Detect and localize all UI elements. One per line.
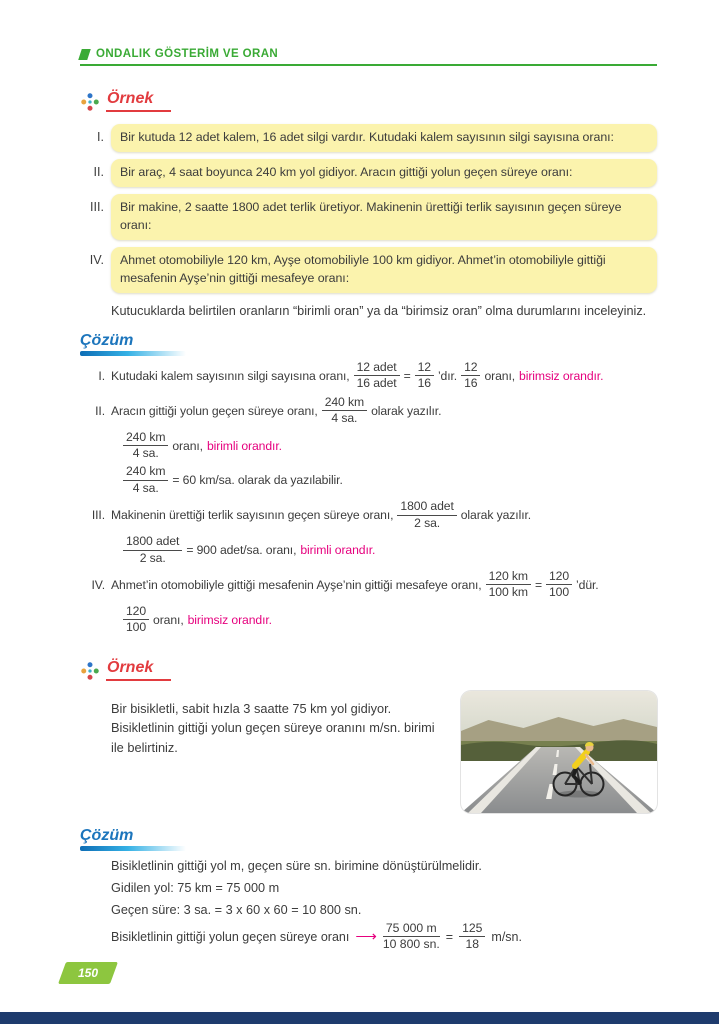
solution-numeral: I.: [98, 368, 105, 383]
example2-heading: [80, 659, 657, 681]
item-box: [111, 194, 657, 240]
solution2-line1: Bisikletlinin gittiği yol m, geçen süre sn. birimine dönüştürülmelidir.: [111, 858, 482, 873]
example2-text: Bir bisikletli, sabit hızla 3 saatte 75 km yol gidiyor. Bisikletlinin gittiği yolun geçen süreye oranını m/sn. birimi ile belirtiniz.: [111, 700, 435, 756]
solution-line-iv-b: [123, 605, 657, 635]
example-label: Örnek: [106, 90, 171, 112]
solution-line-iv: [80, 570, 657, 600]
item-text: Bir makine, 2 saatte 1800 adet terlik üretiyor. Makinenin ürettiği terlik sayısının geçen süreye oranı:: [120, 199, 622, 232]
fraction: $\frac{125}{18}$: [459, 922, 485, 952]
example1-items: [80, 124, 657, 293]
highlighted-term: birimli orandır.: [300, 543, 376, 558]
equals-sign: =: [403, 368, 411, 383]
item-text: Bir kutuda 12 adet kalem, 16 adet silgi vardır. Kutudaki kalem sayısının silgi sayısına oranı:: [120, 130, 614, 144]
fraction: $\frac{12}{16}$: [415, 361, 434, 391]
fraction: $\frac{1800 adet}{2 sa.}$: [397, 500, 456, 530]
highlighted-term: birimsiz orandır.: [187, 612, 272, 627]
list-item: [80, 194, 657, 240]
list-item: [80, 159, 657, 187]
solution2-line3: Geçen süre: 3 sa. = 3 x 60 x 60 = 10 800 sn.: [111, 902, 362, 917]
fraction: $\frac{120}{100}$: [123, 605, 149, 635]
solution-numeral: II.: [95, 403, 105, 418]
item-text: Ahmet otomobiliyle 120 km, Ayşe otomobiliyle 100 km gidiyor. Ahmet’in otomobiliyle gittiği mesafenin Ayşe’nin gittiği mesafeye oranı:: [120, 252, 606, 285]
item-numeral: I.: [97, 130, 104, 144]
solution-text: oranı,: [153, 612, 184, 627]
solution-text: ’dür.: [576, 577, 599, 592]
solution-label: Çözüm: [80, 331, 134, 349]
solution-line-iii-b: [123, 535, 657, 565]
list-item: [80, 124, 657, 152]
solution-text: Aracın gittiği yolun geçen süreye oranı,: [111, 403, 318, 418]
solution1-heading: [80, 332, 657, 356]
solution2-final-line: [111, 922, 657, 952]
solution-text: oranı,: [172, 438, 203, 453]
header-notch-shape: [78, 49, 91, 60]
solution-line-ii: [80, 396, 657, 426]
solution-text: oranı,: [484, 368, 516, 383]
item-box: [111, 247, 657, 293]
solution-text: = 900 adet/sa. oranı,: [186, 543, 297, 558]
solution-underline-bar: [80, 351, 186, 356]
list-item: [80, 247, 657, 293]
page-number: 150: [78, 966, 99, 980]
example1-instruction: Kutucuklarda belirtilen oranların “birimli oran” ya da “birimsiz oran” olma durumlarını inceleyiniz.: [111, 303, 647, 318]
fraction: $\frac{120 km}{100 km}$: [486, 570, 531, 600]
cyclist-photo: [461, 691, 657, 813]
solution-text: olarak yazılır.: [371, 403, 442, 418]
solution-line-iii: [80, 500, 657, 530]
fraction: $\frac{240 km}{4 sa.}$: [322, 396, 367, 426]
solution-text: = 60 km/sa. olarak da yazılabilir.: [172, 473, 343, 488]
solution-text: Makinenin ürettiği terlik sayısının geçen süreye oranı,: [111, 508, 394, 523]
solution-text: Bisikletlinin gittiği yolun geçen süreye oranı: [111, 929, 350, 944]
solution2-line2: Gidilen yol: 75 km = 75 000 m: [111, 880, 280, 895]
solution-line-ii-c: [123, 465, 657, 495]
solution-line-i: [80, 361, 657, 391]
page-content: [80, 48, 657, 952]
item-box: [111, 124, 657, 152]
page-number-chip: [58, 962, 118, 984]
item-text: Bir araç, 4 saat boyunca 240 km yol gidiyor. Aracın gittiği yolun geçen süreye oranı:: [120, 164, 573, 179]
solution-line-ii-b: [123, 431, 657, 461]
item-box: [111, 159, 657, 187]
item-numeral: III.: [90, 199, 104, 214]
example2-body: [80, 691, 657, 813]
item-numeral: IV.: [89, 252, 104, 267]
unit-label: m/sn.: [491, 929, 522, 944]
equals-sign: =: [445, 929, 454, 944]
people-cluster-icon: [80, 92, 100, 112]
fraction: $\frac{240 km}{4 sa.}$: [123, 465, 168, 495]
highlighted-term: birimsiz orandır.: [519, 368, 604, 383]
magenta-arrow-icon: ⟶: [355, 928, 377, 946]
solution-label: Çözüm: [80, 826, 134, 844]
solution-text: ’dır.: [437, 368, 458, 383]
section-header: [80, 48, 657, 66]
equals-sign: =: [534, 577, 542, 592]
highlighted-term: birimli orandır.: [206, 438, 282, 453]
fraction: $\frac{240 km}{4 sa.}$: [123, 431, 168, 461]
solution-text: Ahmet’in otomobiliyle gittiği mesafenin Ayşe’nin gittiği mesafeye oranı,: [111, 577, 482, 592]
solution-numeral: IV.: [91, 577, 105, 592]
people-cluster-icon: [80, 661, 100, 681]
cyclist-illustration: [461, 691, 657, 813]
item-numeral: II.: [93, 164, 104, 179]
bottom-navy-bar: [0, 1012, 719, 1024]
solution-numeral: III.: [91, 508, 105, 523]
fraction: $\frac{75 000 m}{10 800 sn.}$: [382, 920, 440, 952]
solution-underline-bar: [80, 846, 186, 851]
fraction: $\frac{120}{100}$: [546, 570, 572, 600]
solution-text: Kutudaki kalem sayısının silgi sayısına oranı,: [111, 368, 350, 383]
solution-text: olarak yazılır.: [460, 508, 532, 523]
solution2-heading: [80, 827, 657, 851]
example1-heading: [80, 90, 657, 112]
example-label: Örnek: [106, 659, 171, 681]
fraction: $\frac{1800 adet}{2 sa.}$: [123, 535, 182, 565]
page-title: ONDALIK GÖSTERİM VE ORAN: [96, 48, 279, 60]
fraction: $\frac{12}{16}$: [461, 361, 480, 391]
fraction: $\frac{12 adet}{16 adet}$: [354, 361, 400, 391]
